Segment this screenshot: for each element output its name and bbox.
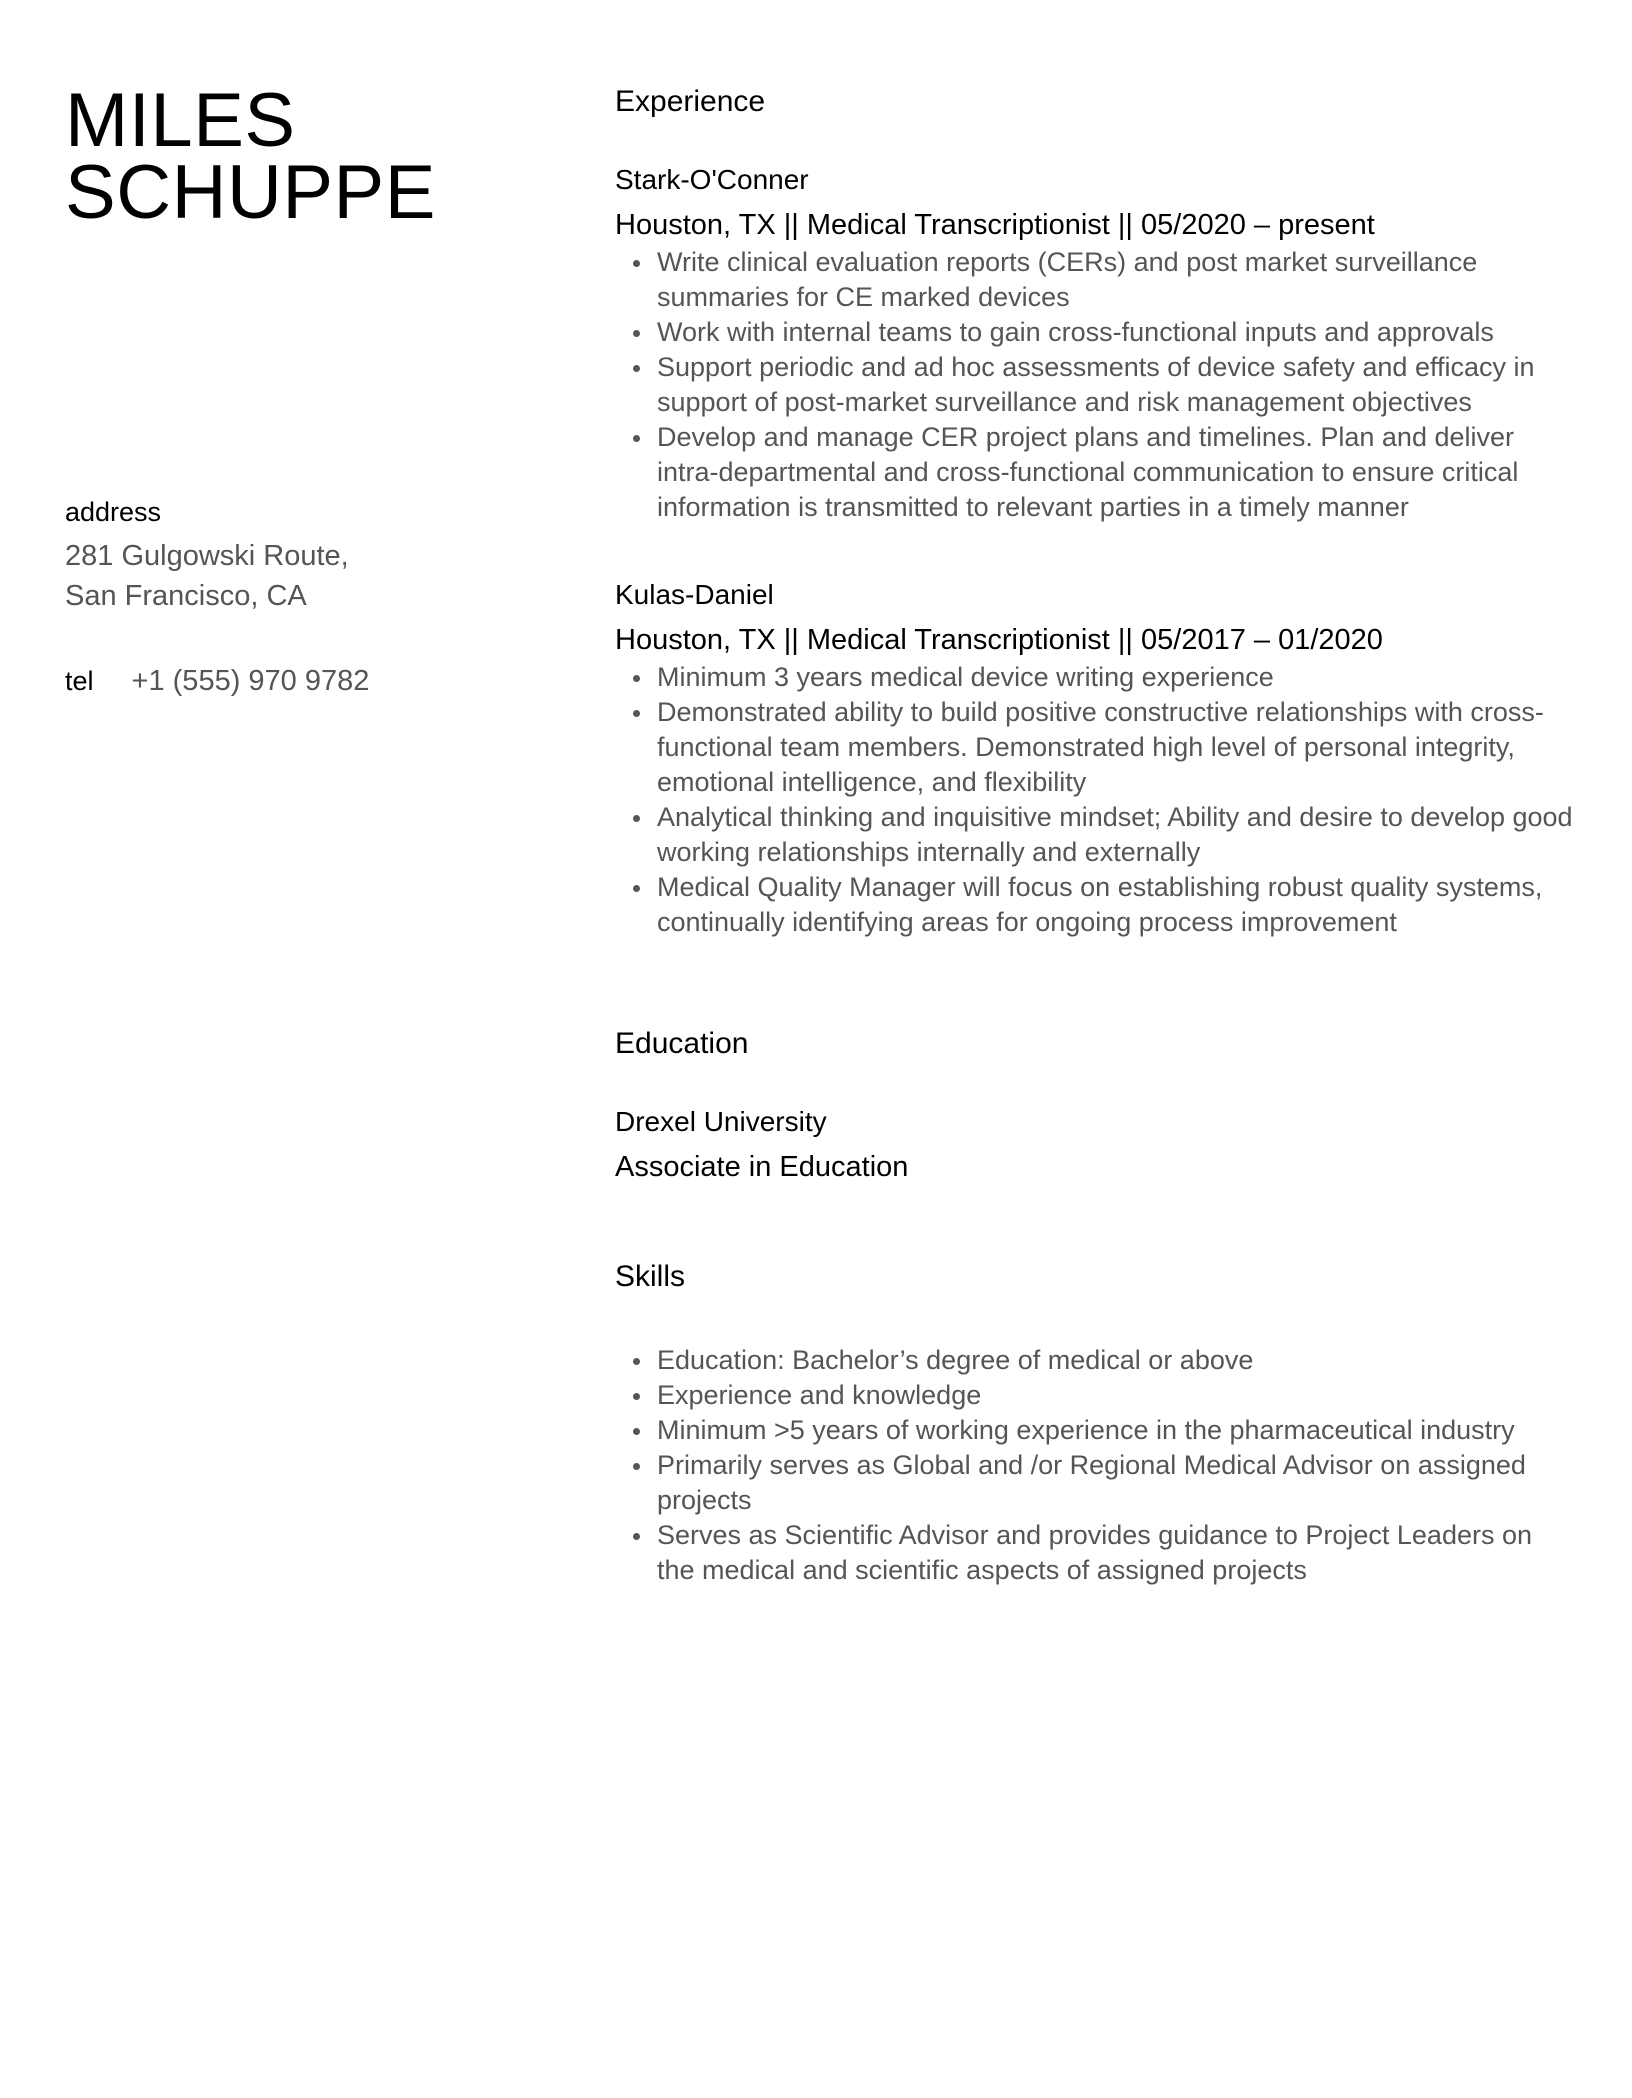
tel-block [65,665,369,698]
main-content [615,82,1575,1588]
degree: Associate in Education [615,1151,909,1183]
list-item: Experience and knowledge [615,1378,1575,1413]
address-lines [65,536,349,616]
experience-section [615,82,1575,940]
job-entry [615,160,1575,525]
list-item: Work with internal teams to gain cross-functional inputs and approvals [615,315,1575,350]
job-company: Kulas-Daniel [615,579,774,610]
education-entry [615,1102,1575,1187]
candidate-name [65,78,436,235]
list-item: Develop and manage CER project plans and timelines. Plan and deliver intra-departmental and cross-functional communication to ensure critical information is transmitted to relevant parties in a timely manner [615,420,1575,525]
tel-label: tel [65,666,94,696]
education-title: Education [615,1027,749,1060]
experience-title: Experience [615,85,766,118]
list-item: Analytical thinking and inquisitive mindset; Ability and desire to develop good working relationships internally and externally [615,800,1575,870]
list-item: Serves as Scientific Advisor and provides guidance to Project Leaders on the medical and scientific aspects of assigned projects [615,1518,1575,1588]
tel-value[interactable]: +1 (555) 970 9782 [131,665,370,697]
list-item: Support periodic and ad hoc assessments of device safety and efficacy in support of post-market surveillance and risk management objectives [615,350,1575,420]
list-item: Minimum 3 years medical device writing experience [615,660,1575,695]
list-item: Education: Bachelor’s degree of medical or above [615,1343,1575,1378]
skills-title: Skills [615,1260,686,1293]
skills-section [615,1257,1575,1588]
address-block [65,497,349,616]
address-line-1: 281 Gulgowski Route, [65,540,349,572]
first-name: MILES [65,78,296,163]
job-company: Stark-O'Conner [615,164,809,195]
list-item: Medical Quality Manager will focus on establishing robust quality systems, continually identifying areas for ongoing process improvement [615,870,1575,940]
education-section [615,1024,1575,1187]
skills-list [615,1343,1575,1588]
list-item: Minimum >5 years of working experience in the pharmaceutical industry [615,1413,1575,1448]
job-entry [615,575,1575,940]
list-item: Primarily serves as Global and /or Regional Medical Advisor on assigned projects [615,1448,1575,1518]
job-bullets [615,245,1575,525]
job-meta: Houston, TX || Medical Transcriptionist || 05/2020 – present [615,209,1375,241]
job-meta: Houston, TX || Medical Transcriptionist || 05/2017 – 01/2020 [615,624,1383,656]
school-name: Drexel University [615,1106,827,1137]
address-line-2: San Francisco, CA [65,580,307,612]
list-item: Demonstrated ability to build positive constructive relationships with cross-functional team members. Demonstrated high level of personal integrity, emotional intelligence, and flexibility [615,695,1575,800]
last-name: SCHUPPE [65,150,436,235]
address-label: address [65,497,162,527]
job-bullets [615,660,1575,940]
list-item: Write clinical evaluation reports (CERs) and post market surveillance summaries for CE marked devices [615,245,1575,315]
